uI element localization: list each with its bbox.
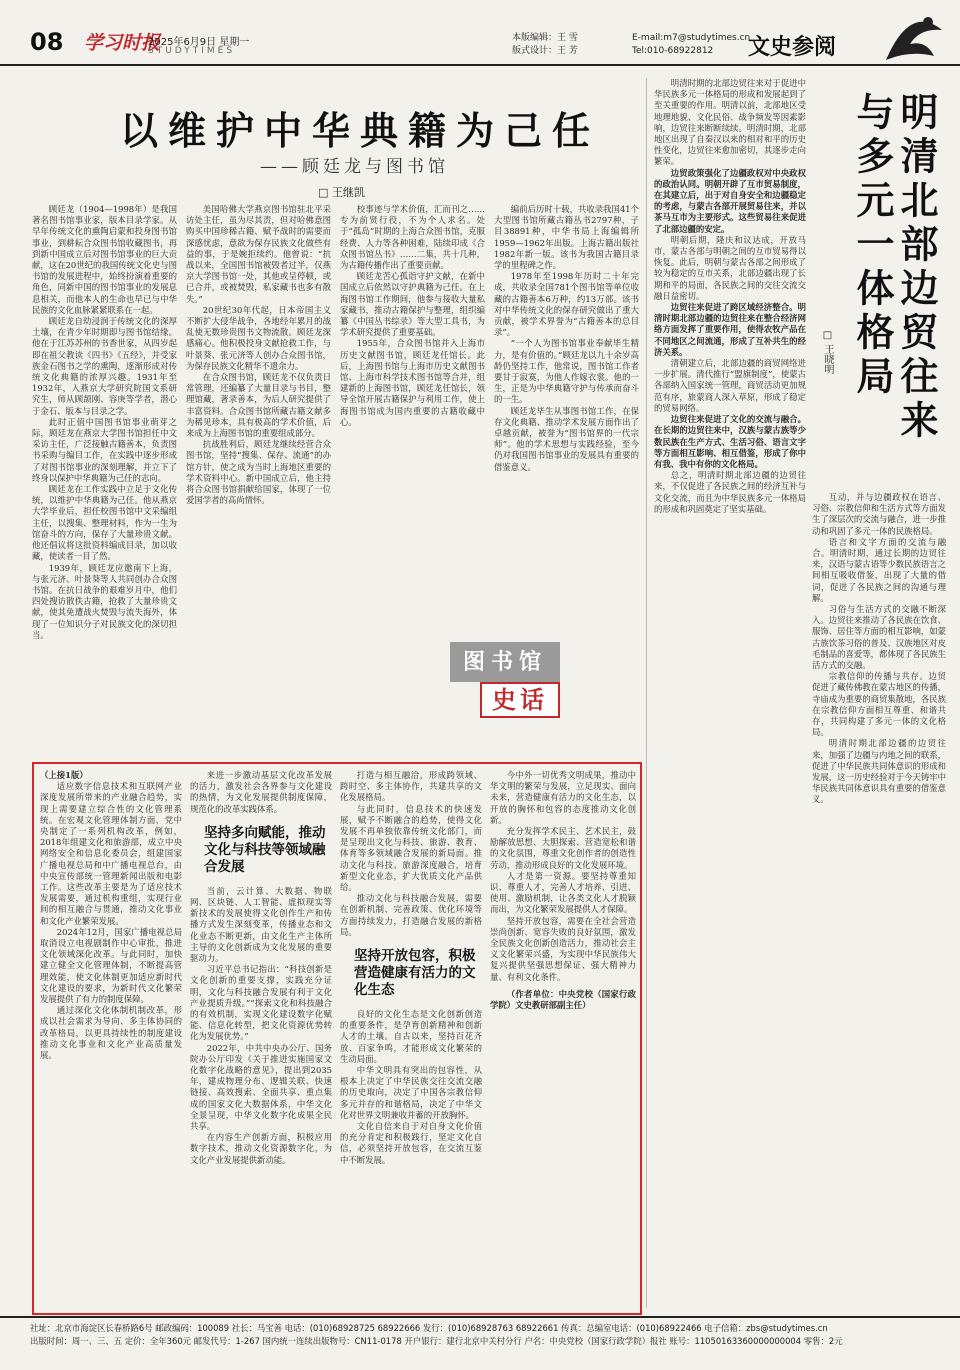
article2-column-2	[812, 492, 946, 1308]
paragraph: 习近平总书记指出：“科技创新是文化创新的重要支撑，实践充分证明，文化与科技融合发展有利于文化产业提质升级。”“探索文化和科技融合的有效机制，实现文化建设数字化赋能、信息化转型，把文化资源优势转化为发展优势。”	[190, 964, 332, 1042]
boxed-column-4	[490, 770, 636, 1308]
paragraph: 通过深化文化体制机制改革，形成以社会需求为导向、多主体协同的改革格局，以更具持续性的制度建设推动文化事业和文化产业高质量发展。	[40, 1005, 182, 1061]
paragraph: 边贸往来促进了跨区域经济整合。明清时期北部边疆的边贸往来在整合经济网络方面发挥了重要作用，使得农牧产品在不同地区之间流通，形成了互补共生的经济关系。	[654, 302, 806, 357]
boxed-subtitle-2: 坚持开放包容，积极营造健康有活力的文化生态	[354, 948, 476, 999]
paragraph: 良好的文化生态是文化创新创造的重要条件，是孕育创新精神和创新人才的土壤。自古以来，坚持百花齐放、百家争鸣，才能形成文化繁荣的生动局面。	[340, 1009, 482, 1064]
library-history-stamp	[450, 642, 560, 720]
paragraph: 坚持开放包容，需要在全社会营造崇尚创新、宽容失败的良好氛围，激发全民族文化创新创造活力，推动社会主义文化繁荣兴盛，为实现中华民族伟大复兴提供坚强思想保证、强大精神力量、有利文化条件。	[490, 915, 636, 982]
editor-line: 本版编辑：王 雪	[512, 33, 578, 43]
paragraph: 习俗与生活方式的交融不断深入。边贸往来推动了各民族在饮食、服饰、居住等方面的相互影响，如蒙古族饮茶习俗的普及、汉族地区对皮毛制品的喜爱等，都体现了各民族生活方式的交融。	[812, 604, 946, 671]
paragraph: 总之，明清时期北部边疆的边贸往来，不仅促进了各民族之间的经济互补与文化交流，而且为中华民族多元一体格局的形成和巩固奠定了坚实基础。	[654, 470, 806, 514]
paragraph: 今中外一切优秀文明成果，推动中华文明的繁荣与发展，立足现实、面向未来，营造健康有活力的文化生态，以开放的胸怀和包容的态度推动文化创新。	[490, 770, 636, 825]
article1-column-4	[494, 204, 639, 636]
boxed-column-1	[40, 770, 182, 1308]
paragraph: 1939年，顾廷龙应邀南下上海，与张元济、叶景葵等人共同创办合众图书馆。在抗日战争的艰难岁月中，他们四处搜访散佚古籍，抢救了大量珍贵文献，使其免遭战火焚毁与流失海外，体现了一位知识分子对民族文化的深切担当。	[32, 562, 177, 640]
boxed-column-2	[190, 770, 332, 1308]
paragraph: 边贸往来促进了文化的交流与融合。在长期的边贸往来中，汉族与蒙古族等少数民族在生产方式、生活习俗、语言文字等方面相互影响、相互借鉴，形成了你中有我、我中有你的文化格局。	[654, 414, 806, 469]
article2-column-1	[654, 78, 806, 1308]
layout-line: 版式设计：王 芳	[512, 46, 578, 56]
paper-name: 学习时报	[84, 32, 161, 54]
paragraph: 在合众图书馆，顾廷龙不仅负责日常管理，还编纂了大量目录与书目，整理馆藏，著录善本，为后人研究提供了丰富资料。合众图书馆所藏古籍文献多为稀见珍本，具有极高的学术价值，后来成为上海图书馆的重要组成部分。	[186, 372, 331, 439]
paragraph: 充分发挥学术民主、艺术民主，鼓励解放思想、大胆探索、营造宽松和谐的文化氛围，尊重文化创作者的创造性劳动，推动形成良好的文化发展环境。	[490, 826, 636, 870]
paragraph: 当前，云计算、大数据、物联网、区块链、人工智能、虚拟现实等新技术的发展使得文化创作生产和传播方式发生深刻变革，传播业态和文化业态不断更新，由文化生产主体所主导的文化创新成为文化发展的重要驱动力。	[190, 885, 332, 964]
paragraph: 校事迹与学术价值，汇而刊之……专为前贤行役，不为个人求名。处于“孤岛”时期的上海合众图书馆，克服经费、人力等各种困难，陆续印成《合众图书馆丛书》……二集，共十几种，为古籍传播作出了重要贡献。	[340, 204, 485, 271]
tel-line: Tel:010-68922812	[632, 46, 714, 56]
studytimes-label: STUDYTIMES	[148, 46, 236, 56]
page-footer	[0, 1316, 960, 1370]
article1-author: □ 王继凯	[318, 186, 365, 199]
paragraph: 顾廷龙苦心孤诣守护文献，在新中国成立后依然以守护典籍为己任。在上海图书馆工作期间，他参与接收大量私家藏书，推动古籍保护与整理，组织编纂《中国丛书综录》等大型工具书，为学术研究提供了重要基础。	[340, 271, 485, 338]
footer-line-1: 社址：北京市海淀区长春桥路6号 邮政编码：100089 社长：马宝善 电话：(010)68928725 68922666 发行：(010)68928763 68922661 传真：总编室电话：(010)68922466 电子信箱：zbs@studytimes.cn	[30, 1323, 828, 1333]
section-name: 文史参阅	[748, 35, 837, 60]
paragraph: 2022年，中共中央办公厅、国务院办公厅印发《关于推进实施国家文化数字化战略的意见》，提出到2035年，建成物理分布、逻辑关联、快速链接、高效搜索、全面共享、重点集成的国家文化大数据体系，中华文化全景呈现，中华文化数字化成果全民共享。	[190, 1042, 332, 1132]
paragraph: 清朝建立后，北部边疆的商贸网络进一步扩展。清代推行“盟旗制度”，使蒙古各部纳入国家统一管理，商贸活动更加规范有序，旅蒙商人深入草原，形成了稳定的贸易网络。	[654, 358, 806, 413]
paragraph: 编前后历时十载，共收录我国41个大型图书馆所藏古籍丛书2797种，子目38891种，中华书局上海编辑所1959—1962年出版。上海古籍出版社1982年新一版。该书为我国古籍目录学的里程碑之作。	[494, 204, 639, 271]
continued-label: （上接1版）	[40, 770, 88, 780]
boxed-subtitle-1: 坚持多向赋能，推动文化与科技等领域融合发展	[204, 824, 326, 875]
paragraph: 宗教信仰的传播与共存。边贸促进了藏传佛教在蒙古地区的传播，寺庙成为重要的商贸集散地，各民族在宗教信仰方面相互尊重、和谐共存，共同构建了多元一体的文化格局。	[812, 671, 946, 738]
paragraph: 20世纪30年代起，日本帝国主义不断扩大侵华战争，各地经年累月的战乱使无数珍贵图书文物流散。顾廷龙深感痛心。他积极投身文献抢救工作，与叶景葵、张元济等人创办合众图书馆，为保存民族文化精华不遗余力。	[186, 304, 331, 371]
paragraph: 顾廷龙自幼浸润于传统文化的深厚土壤，在青少年时期即与图书馆结缘。他在于江苏苏州的书香世家，从四岁起即在祖父教读《四书》《五经》，并受家族金石图书之学的熏陶，逐渐形成对传统文化典籍的浓厚兴趣。1931年至1932年，入燕京大学研究院国文系研究生，师从顾颉刚、容庚等学者，潜心于金石、版本与目录之学。	[32, 316, 177, 416]
paragraph: 明朝后期，隆庆和议达成，开放马市，蒙古各部与明朝之间的互市贸易得以恢复。此后，明朝与蒙古各部之间形成了较为稳定的互市关系，北部边疆出现了长期和平的局面，各民族之间的交往交流交融日益密切。	[654, 234, 806, 301]
paragraph: 在内容生产创新方面，积极应用数字技术，推动文化资源数字化，为文化产业发展提供新动能。	[190, 1132, 332, 1165]
paragraph: 明清时期北部边疆的边贸往来，加强了边疆与内地之间的联系，促进了中华民族共同体意识的形成和发展，这一历史经验对于今天铸牢中华民族共同体意识具有重要的借鉴意义。	[812, 738, 946, 805]
paragraph: 文化自信来自于对自身文化价值的充分肯定和积极践行，坚定文化自信，必须坚持开放包容，在交流互鉴中不断发展。	[340, 1121, 482, 1165]
paragraph: 1955年，合众图书馆并入上海市历史文献图书馆，顾廷龙任馆长。此后，上海图书馆与上海市历史文献图书馆、上海市科学技术图书馆等合并，组建新的上海图书馆，顾廷龙任馆长，领导全馆开展古籍保护与利用工作，使上海图书馆成为国内重要的古籍收藏中心。	[340, 338, 485, 427]
continued-article-box	[32, 762, 642, 1315]
article2-title: 明清北部边贸往来与多元一体格局	[850, 92, 939, 444]
author-affiliation: （作者单位：中央党校（国家行政学院）文史教研部副主任）	[490, 988, 636, 1011]
paragraph: 语言和文字方面的交流与融合。明清时期，通过长期的边贸往来，汉语与蒙古语等少数民族语言之间相互吸收借鉴，出现了大量的借词，促进了各民族之间的沟通与理解。	[812, 536, 946, 603]
page-header	[0, 0, 960, 66]
paragraph: 顾廷龙毕生从事图书馆工作，在保存文化典籍、推动学术发展方面作出了卓越贡献，被誉为“图书馆界的一代宗师”。他的学术思想与实践经验，至今仍对我国图书馆事业的发展具有重要的借鉴意义。	[494, 405, 639, 472]
paragraph: 人才是第一资源。要坚持尊重知识、尊重人才，完善人才培养、引进、使用、激励机制，让各类文化人才脱颖而出，为文化繁荣发展提供人才保障。	[490, 870, 636, 915]
contact-info	[632, 32, 750, 58]
boxed-column-3	[340, 770, 482, 1308]
section-logo-icon	[880, 10, 946, 66]
article1-title: 以维护中华典籍为己任	[120, 108, 601, 153]
email-line: E-mail:m7@studytimes.cn	[632, 33, 751, 43]
paragraph: 中华文明具有突出的包容性，从根本上决定了中华民族交往交流交融的历史取向，决定了中国各宗教信仰多元并存的和谐格局，决定了中华文化对世界文明兼收并蓄的开放胸怀。	[340, 1065, 482, 1120]
paragraph: 明清时期的北部边贸往来对于促进中华民族多元一体格局的形成和发展起到了至关重要的作用。明清以前，北部地区受地理地貌、文化民俗、战争频发等因素影响，边贸往来断断续续。明清时期，北部地区出现了自秦汉以来的相对和平的历史性变化，边贸往来愈加密切，其逐步走向繁荣。	[654, 78, 806, 167]
page-number: 08	[30, 28, 64, 56]
paragraph: 推动文化与科技融合发展，需要在创新机制、完善政策、优化环境等方面持续发力，打造融合发展的新格局。	[340, 893, 482, 937]
paragraph: 与此同时，信息技术的快速发展，赋予不断融合的趋势，使得文化发展不再单独依靠传统文化部门，而是呈现出文化与科技、旅游、教育、体育等多领域融合发展的新局面。推动文化与科技、旅游深度融合，培育新型文化业态，扩大优质文化产品供给。	[340, 803, 482, 893]
editor-info	[512, 32, 578, 58]
paragraph: 抗战胜利后，顾廷龙继续经营合众图书馆，坚持“搜集、保存、流通”的办馆方针，使之成为当时上海地区重要的学术资料中心。新中国成立后，他主持将合众图书馆捐献给国家，体现了一位爱国学者的高尚情怀。	[186, 439, 331, 506]
article1-column-1	[32, 204, 177, 756]
paragraph: 1978年至1998年历时二十年完成，共收录全国781个图书馆等单位收藏的古籍善本6万种，约13万部。该书对中华传统文化的保存研究做出了重大贡献，被学术界誉为“古籍善本的总目录”。	[494, 271, 639, 338]
paragraph: 适应数字信息技术和互联网产业深度发展所带来的产业融合趋势，实现上需要建立综合性的文化管理系统。在宏观文化管理体制方面，党中央制定了一系列机构改革，例如，2018年组建文化和旅游部，成立中央网络安全和信息化委员会，组建国家广播电视总局和中广播电视总台，由中央宣传部统一管理新闻出版和电影工作。这些改革主要是为了适应技术发展需要，通过机构重组，实现行业间的相互融合与贯通，推动文化事业和文化产业繁荣发展。	[40, 781, 182, 926]
paragraph: 顾廷龙（1904—1998年）是我国著名图书馆事业家，版本目录学家。从早年传统文化的熏陶启蒙和投身图书馆事业，到耕耘合众图书馆收藏图书，再到新中国成立后对图书馆事业的巨大贡献，这在20世纪的我国传统文化史与图书馆的发展进程中，始终扮演着重要的角色，同新中国的图书馆事业的发展息息相关，而他本人的生命也早已与中华民族的文化血脉紧紧联系在一起。	[32, 204, 177, 315]
article2-author: □ 王晓明	[822, 330, 833, 375]
article1-subtitle: ——顾廷龙与图书馆	[260, 157, 449, 177]
stamp-line1: 图书馆	[450, 642, 560, 682]
paragraph: 此时正值中国图书馆事业萌芽之际，顾廷龙在燕京大学图书馆担任中文采访主任，广泛接触古籍善本，负责图书采购与编目工作，在实践中逐步形成了对图书馆事业的深刻理解，并立下了终身以保护中华典籍为己任的志向。	[32, 416, 177, 483]
paragraph: 美国哈佛大学燕京图书馆驻北平采访处主任，虽为尽其责，但对哈佛意图购买中国珍稀古籍、赋予战时的需要而深感忧虑，意欲为保存民族文化做些有益的事，于是婉拒续约。他曾说：“抗战以来，全国图书馆被毁者过半，仅燕京大学图书馆一处，其他或呈停顿，或已合并，或被焚毁，私家藏书也多有散失。”	[186, 204, 331, 304]
paragraph: 边贸政策强化了边疆政权对中央政权的政治认同。明朝开辟了互市贸易制度，在其建立后，出于对自身安全和边疆稳定的考虑，与蒙古各部开展贸易往来，并以茶马互市为主要形式。这些贸易往来促进了北部边疆的安定。	[654, 167, 806, 234]
footer-line-2: 出版时间：周一、三、五 定价：全年360元 邮发代号：1-267 国内统一连续出版物号：CN11-0178 开户银行：建行北京中关村分行 户名：中央党校（国家行政学院）报社 账号：11050163360000000004 零售：2元	[30, 1336, 843, 1346]
paragraph: 顾廷龙在工作实践中立足于文化传统，以维护中华典籍为己任。他从燕京大学毕业后，担任校图书馆中文采编组主任，以搜集、整理材料，作为一生为馆奋斗的方向，保存了大量珍贵文献。他还倡议将这批资料编成目录，加以收藏，使读者一目了然。	[32, 484, 177, 562]
paragraph: 打造与相互融洽，形成跨领域、跨时空、多主体协作，共建共享的文化发展格局。	[340, 770, 482, 803]
paragraph: 来进一步激动基层文化改革发展的活力，激发社会各界参与文化建设的热情，为文化发展提供制度保障，规范化的改革实践体系。	[190, 770, 332, 814]
date-line: 2025年6月9日 星期一	[148, 37, 250, 48]
paragraph: 2024年12月，国家广播电视总局取消设立电视剧制作中心审批，推进文化领域深化改革。与此同时，加快建立健全文化管理体制，不断提高管理效能，使文化体制更加适应新时代文化建设的要求，为新时代文化繁荣发展提供了有力的制度保障。	[40, 926, 182, 1005]
stamp-line2: 史话	[480, 682, 560, 718]
column-divider	[646, 78, 647, 1308]
paragraph: 互动，并与边疆政权在语言、习俗、宗教信仰和生活方式等方面发生了深层次的交流与融合，进一步推动和巩固了多元一体的民族格局。	[812, 492, 946, 536]
paragraph: “一个人为图书馆事业奉献毕生精力，是有价值的。”顾廷龙以九十余岁高龄仍坚持工作，他常说，图书馆工作者要甘于寂寞，为他人作嫁衣裳。他的一生，正是为中华典籍守护与传承而奋斗的一生。	[494, 338, 639, 405]
article1-column-2	[186, 204, 331, 756]
